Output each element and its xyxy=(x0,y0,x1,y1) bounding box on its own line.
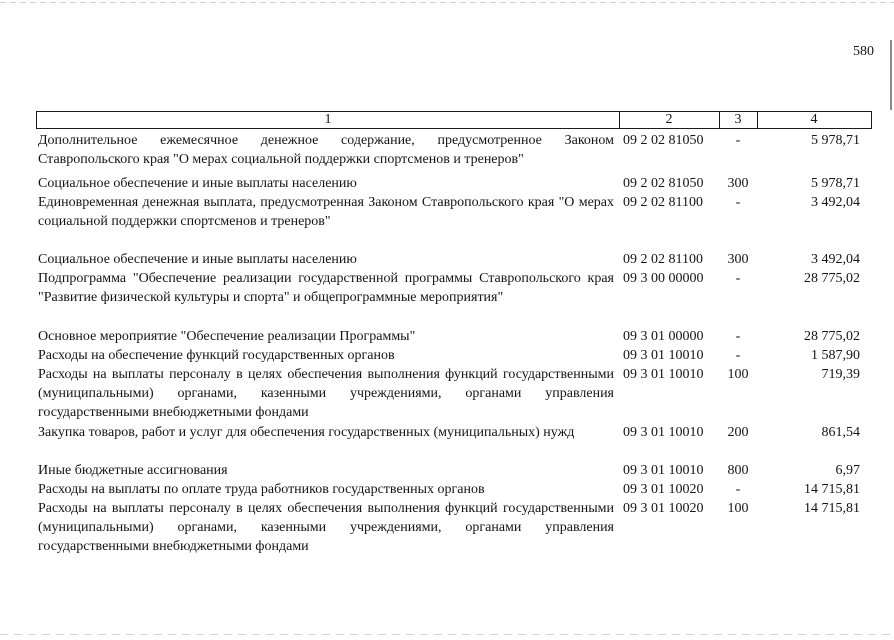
header-col-1: 1 xyxy=(37,112,620,128)
row-amount: 861,54 xyxy=(821,425,860,440)
row-description: Расходы на выплаты персоналу в целях обеспечения выполнения функций государственными (муниципальными) органами, казенными учреждениями, органами управления государственными внебюджетными фондами xyxy=(38,501,614,554)
row-amount: 1 587,90 xyxy=(811,348,860,363)
row-amount: 28 775,02 xyxy=(804,271,860,286)
row-expense-type: 300 xyxy=(727,252,749,267)
row-amount: 14 715,81 xyxy=(804,482,860,497)
row-expense-type: - xyxy=(735,482,741,497)
row-description: Дополнительное ежемесячное денежное содержание, предусмотренное Законом Ставропольского края "О мерах социальной поддержки спортсменов и тренеров" xyxy=(38,133,614,167)
row-code: 09 3 01 00000 xyxy=(623,329,704,344)
row-expense-type: 200 xyxy=(727,425,749,440)
row-description: Расходы на выплаты персоналу в целях обеспечения выполнения функций государственными (муниципальными) органами, казенными учреждениями, органами управления государственными внебюджетными фондами xyxy=(38,367,614,420)
row-expense-type: - xyxy=(735,195,741,210)
scan-edge-right xyxy=(890,40,892,110)
row-code: 09 3 01 10010 xyxy=(623,425,704,440)
row-amount: 5 978,71 xyxy=(811,133,860,148)
row-description: Закупка товаров, работ и услуг для обеспечения государственных (муниципальных) нужд xyxy=(38,425,575,440)
row-description: Социальное обеспечение и иные выплаты населению xyxy=(38,176,357,191)
header-col-3: 3 xyxy=(719,112,758,128)
row-expense-type: 300 xyxy=(727,176,749,191)
row-expense-type: 100 xyxy=(727,501,749,516)
row-code: 09 3 01 10010 xyxy=(623,367,704,382)
page-number: 580 xyxy=(853,44,874,59)
header-col-2: 2 xyxy=(619,112,720,128)
row-amount: 14 715,81 xyxy=(804,501,860,516)
row-expense-type: - xyxy=(735,271,741,286)
row-amount: 719,39 xyxy=(821,367,860,382)
row-expense-type: - xyxy=(735,133,741,148)
row-code: 09 3 01 10010 xyxy=(623,463,704,478)
row-code: 09 2 02 81050 xyxy=(623,176,704,191)
row-code: 09 2 02 81100 xyxy=(623,252,703,267)
row-amount: 28 775,02 xyxy=(804,329,860,344)
scan-edge-bottom xyxy=(0,634,894,635)
row-code: 09 2 02 81050 xyxy=(623,133,704,148)
row-description: Подпрограмма "Обеспечение реализации государственной программы Ставропольского края "Развитие физической культуры и спорта" и общепрограммные мероприятия" xyxy=(38,271,614,305)
scan-edge-top xyxy=(0,2,894,3)
row-expense-type: - xyxy=(735,329,741,344)
row-expense-type: - xyxy=(735,348,741,363)
row-amount: 5 978,71 xyxy=(811,176,860,191)
row-amount: 3 492,04 xyxy=(811,252,860,267)
row-code: 09 3 01 10010 xyxy=(623,348,704,363)
row-code: 09 3 01 10020 xyxy=(623,501,704,516)
row-code: 09 3 01 10020 xyxy=(623,482,704,497)
row-code: 09 3 00 00000 xyxy=(623,271,704,286)
table-header xyxy=(36,111,872,129)
row-expense-type: 800 xyxy=(727,463,749,478)
row-description: Расходы на выплаты по оплате труда работников государственных органов xyxy=(38,482,485,497)
row-amount: 6,97 xyxy=(835,463,860,478)
row-code: 09 2 02 81100 xyxy=(623,195,703,210)
row-amount: 3 492,04 xyxy=(811,195,860,210)
row-description: Расходы на обеспечение функций государственных органов xyxy=(38,348,395,363)
header-col-4: 4 xyxy=(810,112,818,127)
row-description: Основное мероприятие "Обеспечение реализации Программы" xyxy=(38,329,416,344)
row-description: Единовременная денежная выплата, предусмотренная Законом Ставропольского края "О мерах социальной поддержки спортсменов и тренеров" xyxy=(38,195,614,229)
row-description: Социальное обеспечение и иные выплаты населению xyxy=(38,252,357,267)
row-expense-type: 100 xyxy=(727,367,749,382)
row-description: Иные бюджетные ассигнования xyxy=(38,463,228,478)
